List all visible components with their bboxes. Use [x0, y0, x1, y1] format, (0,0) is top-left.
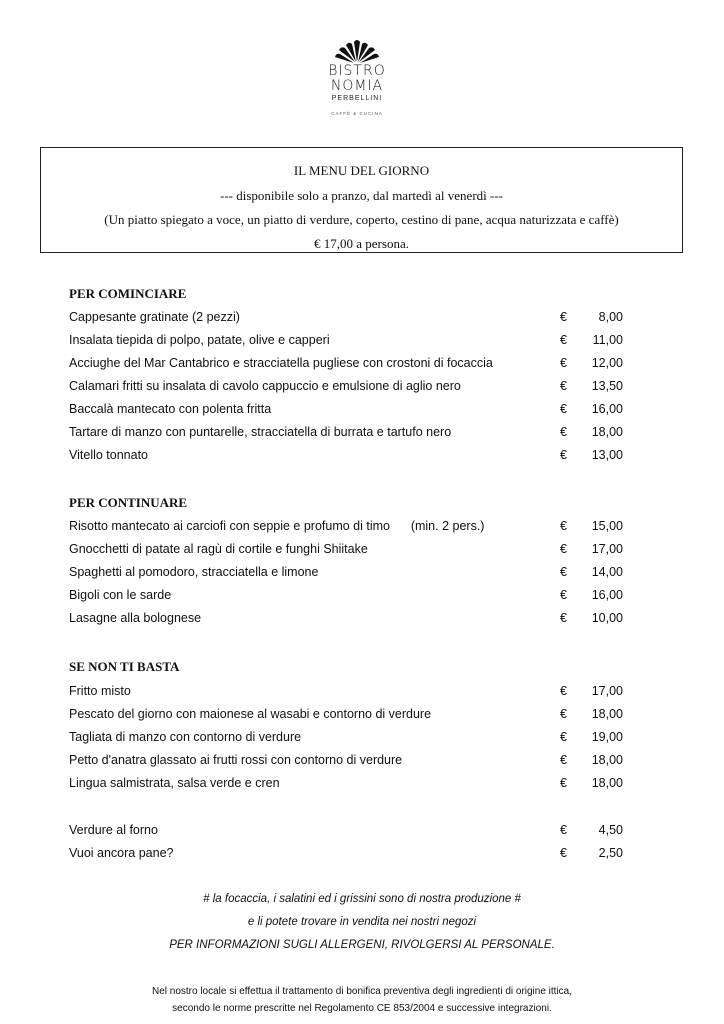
menu-item [69, 588, 629, 606]
logo-tagline: CAFFÈ & CUCINA [331, 111, 383, 116]
legal-line-2: secondo le norme prescritte nel Regolamento CE 853/2004 e successive integrazioni. [172, 1003, 552, 1014]
item-price: 19,00 [591, 730, 623, 744]
item-price: 8,00 [598, 310, 623, 324]
menu-item [69, 402, 629, 420]
section-title-cominciare: PER COMINCIARE [69, 286, 187, 301]
item-currency: € [560, 425, 567, 439]
item-price: 12,00 [591, 356, 623, 370]
item-name: Cappesante gratinate (2 pezzi) [69, 310, 240, 324]
item-name: Tartare di manzo con puntarelle, stracciatella di burrata e tartufo nero [69, 425, 452, 439]
menu-item [69, 333, 629, 351]
menu-item [69, 565, 629, 583]
menu-item [69, 823, 629, 841]
notes-block [0, 888, 724, 957]
item-currency: € [560, 448, 567, 462]
menu-del-giorno-box [40, 147, 683, 253]
item-name: Petto d'anatra glassato ai frutti rossi con contorno di verdure [69, 753, 403, 767]
item-price: 16,00 [591, 588, 623, 602]
menu-item [69, 730, 629, 748]
item-price: 18,00 [591, 753, 623, 767]
item-price: 18,00 [591, 707, 623, 721]
menu-giorno-subtitle: --- disponibile solo a pranzo, dal martedì al venerdì --- [219, 188, 503, 203]
item-price: 14,00 [591, 565, 623, 579]
menu-item [69, 776, 629, 794]
item-currency: € [560, 707, 567, 721]
item-name: Bigoli con le sarde [69, 588, 172, 602]
menu-item [69, 846, 629, 864]
item-currency: € [560, 753, 567, 767]
menu-item [69, 684, 629, 702]
item-currency: € [560, 823, 567, 837]
item-name: Acciughe del Mar Cantabrico e stracciatella pugliese con crostoni di focaccia [69, 356, 493, 370]
item-currency: € [560, 519, 567, 533]
item-currency: € [560, 611, 567, 625]
item-name: Spaghetti al pomodoro, stracciatella e limone [69, 565, 319, 579]
menu-giorno-description: (Un piatto spiegato a voce, un piatto di verdure, coperto, cestino di pane, acqua naturizzata e caffè) [104, 212, 619, 227]
item-name: Fritto misto [69, 684, 131, 698]
item-currency: € [560, 402, 567, 416]
item-name: Vuoi ancora pane? [69, 846, 174, 860]
item-currency: € [560, 684, 567, 698]
menu-item [69, 379, 629, 397]
item-price: 16,00 [591, 402, 623, 416]
item-price: 17,00 [591, 542, 623, 556]
menu-item [69, 542, 629, 560]
logo-word-2: NOMIA [330, 78, 384, 94]
item-currency: € [560, 565, 567, 579]
item-name: Lingua salmistrata, salsa verde e cren [69, 776, 280, 790]
item-name: Verdure al forno [69, 823, 158, 837]
menu-item [69, 611, 629, 629]
item-currency: € [560, 310, 567, 324]
item-price: 2,50 [598, 846, 623, 860]
item-currency: € [560, 846, 567, 860]
item-name: Risotto mantecato ai carciofi con seppie e profumo di timo (min. 2 pers.) [69, 519, 485, 533]
menu-item [69, 448, 629, 466]
section-title-continuare: PER CONTINUARE [69, 495, 188, 510]
item-name: Calamari fritti su insalata di cavolo cappuccio e emulsione di aglio nero [69, 379, 461, 393]
section-title-basta: SE NON TI BASTA [69, 659, 180, 674]
item-price: 18,00 [591, 425, 623, 439]
item-price: 18,00 [591, 776, 623, 790]
menu-giorno-price: € 17,00 a persona. [314, 236, 409, 251]
legal-line-1: Nel nostro locale si effettua il trattamento di bonifica preventiva degli ingredienti di origine ittica, [151, 986, 573, 997]
item-price: 11,00 [592, 333, 623, 347]
item-currency: € [560, 730, 567, 744]
item-price: 4,50 [598, 823, 623, 837]
legal-block [0, 983, 724, 1017]
item-price: 10,00 [591, 611, 623, 625]
item-price: 13,00 [591, 448, 623, 462]
item-currency: € [560, 333, 567, 347]
item-currency: € [560, 356, 567, 370]
item-currency: € [560, 379, 567, 393]
note-line-2: e li potete trovare in vendita nei nostri negozi [247, 916, 477, 928]
item-currency: € [560, 588, 567, 602]
fan-logo-icon [334, 38, 380, 64]
item-currency: € [560, 542, 567, 556]
menu-item [69, 753, 629, 771]
item-name: Baccalà mantecato con polenta fritta [69, 402, 272, 416]
item-price: 13,50 [591, 379, 623, 393]
note-line-1: # la focaccia, i salatini ed i grissini sono di nostra produzione # [203, 893, 521, 905]
logo-word-3: PERBELLINI [331, 95, 383, 102]
menu-item [69, 356, 629, 374]
item-name: Lasagne alla bolognese [69, 611, 202, 625]
menu-item [69, 425, 629, 443]
item-currency: € [560, 776, 567, 790]
menu-item [69, 519, 629, 537]
menu-giorno-title: IL MENU DEL GIORNO [293, 163, 430, 178]
item-name: Vitello tonnato [69, 448, 148, 462]
item-price: 15,00 [591, 519, 623, 533]
logo-word-1: BISTRO [328, 63, 386, 79]
item-name: Pescato del giorno con maionese al wasabi e contorno di verdure [69, 707, 432, 721]
restaurant-logo [312, 38, 402, 130]
note-allergeni: PER INFORMAZIONI SUGLI ALLERGENI, RIVOLGERSI AL PERSONALE. [169, 939, 555, 951]
item-price: 17,00 [591, 684, 623, 698]
item-name: Tagliata di manzo con contorno di verdure [69, 730, 302, 744]
menu-item [69, 310, 629, 328]
item-name: Insalata tiepida di polpo, patate, olive e capperi [69, 333, 330, 347]
menu-item [69, 707, 629, 725]
item-name: Gnocchetti di patate al ragù di cortile e funghi Shiitake [69, 542, 368, 556]
